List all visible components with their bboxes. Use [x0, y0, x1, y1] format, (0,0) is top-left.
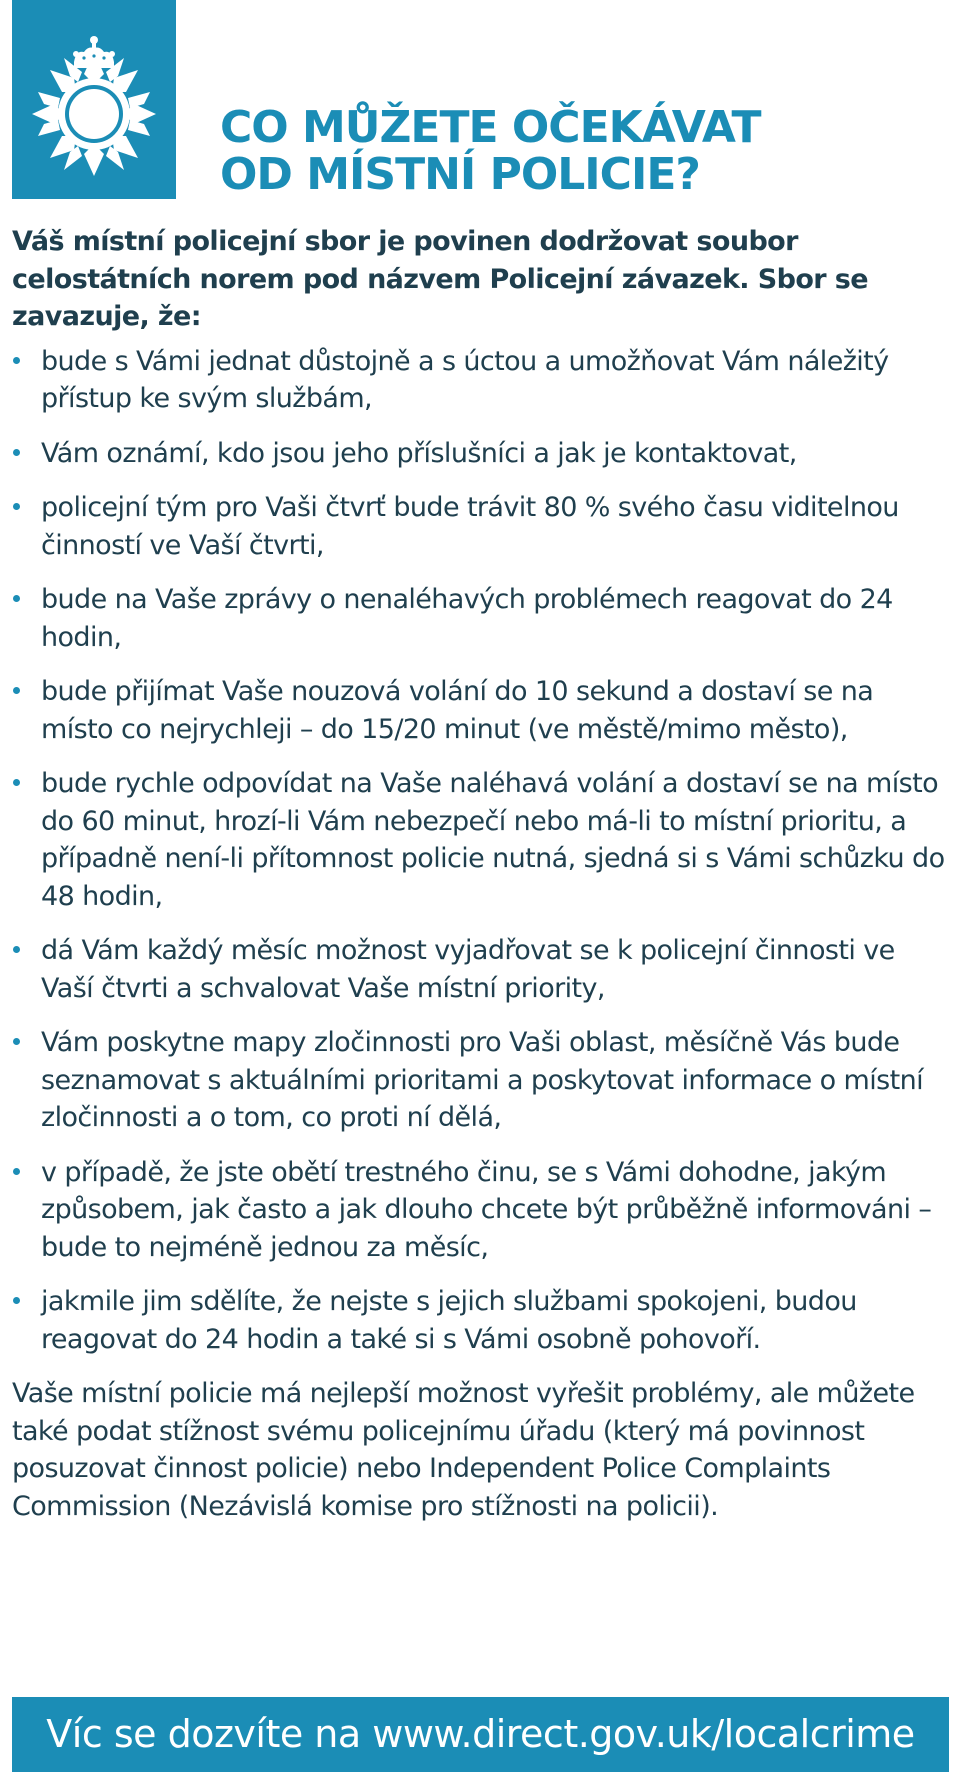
police-crest-icon: [12, 0, 176, 199]
list-item: [12, 673, 950, 748]
list-item-text: Vám poskytne mapy zločinnosti pro Vaši oblast, měsíčně Vás bude seznamovat s aktuálními prioritami a poskytovat informace o místní zločinnosti a o tom, co proti ní dělá,: [41, 1027, 923, 1133]
list-item-text: Vám oznámí, kdo jsou jeho příslušníci a jak je kontaktovat,: [41, 437, 797, 469]
main-content: [12, 223, 950, 1525]
page-title-line-1: CO MŮŽETE OČEKÁVAT: [220, 102, 761, 153]
bullet-icon: [13, 357, 20, 364]
page-title-line-2: OD MÍSTNÍ POLICIE?: [220, 149, 700, 200]
page-title: [220, 104, 940, 198]
bullet-icon: [13, 449, 20, 456]
bullet-icon: [13, 1297, 20, 1304]
bullet-icon: [13, 503, 20, 510]
list-item-text: jakmile jim sdělíte, že nejste s jejich službami spokojeni, budou reagovat do 24 hodin a také si s Vámi osobně pohovoří.: [41, 1286, 857, 1355]
list-item-text: bude s Vámi jednat důstojně a s úctou a umožňovat Vám náležitý přístup ke svým službám,: [41, 345, 889, 414]
intro-paragraph: Váš místní policejní sbor je povinen dodržovat soubor celostátních norem pod názvem Policejní závazek. Sbor se zavazuje, že:: [12, 226, 868, 332]
footer-link-text[interactable]: Víc se dozvíte na www.direct.gov.uk/localcrime: [46, 1712, 915, 1756]
list-item: [12, 765, 950, 915]
list-item-text: bude rychle odpovídat na Vaše naléhavá volání a dostaví se na místo do 60 minut, hrozí-li Vám nebezpečí nebo má-li to místní prioritu, a případně není-li přítomnost policie nutná, sjedná si s Vámi schůzku do 48 hodin,: [41, 768, 945, 912]
commitments-list: [12, 343, 950, 1359]
list-item: [12, 489, 950, 564]
list-item: [12, 1283, 950, 1358]
list-item: [12, 1024, 950, 1137]
closing-paragraph: Vaše místní policie má nejlepší možnost vyřešit problémy, ale můžete také podat stížnost svému policejnímu úřadu (který má povinnost posuzovat činnost policie) nebo Independent Police Complaints Commission (Nezávislá komise pro stížnosti na policii).: [12, 1378, 915, 1522]
bullet-icon: [13, 1168, 20, 1175]
bullet-icon: [13, 946, 20, 953]
bullet-icon: [13, 779, 20, 786]
list-item-text: bude na Vaše zprávy o nenaléhavých problémech reagovat do 24 hodin,: [41, 584, 893, 653]
list-item: [12, 581, 950, 656]
list-item-text: dá Vám každý měsíc možnost vyjadřovat se k policejní činnosti ve Vaší čtvrti a schvalovat Vaše místní priority,: [41, 935, 895, 1004]
bullet-icon: [13, 595, 20, 602]
list-item-text: policejní tým pro Vaši čtvrť bude trávit 80 % svého času viditelnou činností ve Vaší čtvrti,: [41, 492, 899, 561]
bullet-icon: [13, 687, 20, 694]
list-item: [12, 1154, 950, 1267]
list-item-text: v případě, že jste obětí trestného činu, se s Vámi dohodne, jakým způsobem, jak často a jak dlouho chcete být průběžně informováni – bude to nejméně jednou za měsíc,: [41, 1156, 932, 1263]
bullet-icon: [13, 1038, 20, 1045]
list-item: [12, 932, 950, 1007]
police-logo-box: [12, 0, 176, 199]
list-item-text: bude přijímat Vaše nouzová volání do 10 sekund a dostaví se na místo co nejrychleji – do 15/20 minut (ve městě/mimo město),: [41, 676, 874, 745]
list-item: [12, 435, 950, 473]
footer-banner: [12, 1697, 949, 1772]
list-item: [12, 343, 950, 418]
